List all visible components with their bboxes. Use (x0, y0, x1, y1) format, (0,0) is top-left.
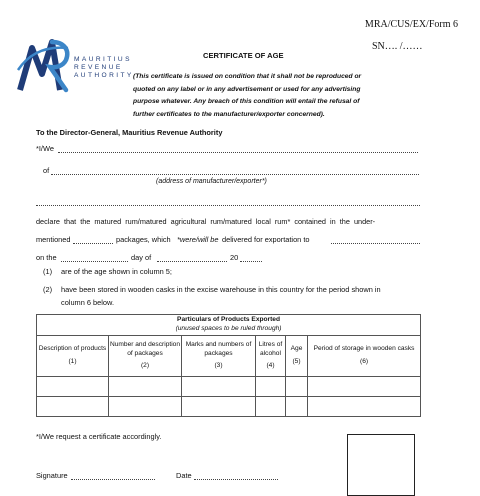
declare-text: declare that the matured rum/matured agricultural rum/matured local rum* contained in the under- (36, 217, 376, 226)
table-cell[interactable] (109, 397, 182, 417)
logo-text-line1: MAURITIUS (74, 56, 132, 63)
table-cell[interactable] (308, 377, 421, 397)
address-field[interactable] (51, 174, 419, 175)
signature-label: Signature (36, 471, 68, 480)
condition-2-line-1: have been stored in wooden casks in the excise warehouse in this country for the period shown in (61, 285, 381, 294)
request-text: *I/We request a certificate accordingly. (36, 432, 162, 441)
mentioned-label: mentioned (36, 235, 71, 244)
table-row[interactable] (37, 377, 421, 397)
stamp-box (347, 434, 415, 496)
table-cell[interactable] (109, 377, 182, 397)
date-label: Date (176, 471, 192, 480)
delivered-text: delivered for exportation to (222, 235, 310, 244)
day-of-label: day of (131, 253, 152, 262)
table-cell[interactable] (256, 397, 286, 417)
mra-logo-icon (16, 34, 74, 94)
column-header: Marks and numbers of packages (3) (182, 336, 256, 377)
column-header: Period of storage in wooden casks (6) (308, 336, 421, 377)
day-field[interactable] (61, 261, 128, 262)
mra-logo (16, 34, 134, 94)
table-header-row (37, 336, 421, 377)
year-field[interactable] (240, 261, 262, 262)
form-code: MRA/CUS/EX/Form 6 (364, 19, 458, 30)
table-cell[interactable] (37, 397, 109, 417)
table-cell[interactable] (37, 377, 109, 397)
packages-count-field[interactable] (73, 243, 113, 244)
addressee: To the Director-General, Mauritius Revenue Authority (36, 128, 223, 137)
column-header: Description of products (1) (37, 336, 109, 377)
conditions-line-4: further certificates to the manufacturer/exporter concerned). (133, 110, 325, 118)
column-header: Litres of alcohol (4) (256, 336, 286, 377)
conditions-line-3: purpose whatever. Any breach of this condition will entail the refusal of (133, 98, 360, 106)
conditions-line-2: quoted on any label or in any advertisement or used for any advertising (133, 85, 361, 93)
condition-2-number: (2) (43, 285, 53, 294)
column-header: Number and description of packages (2) (109, 336, 182, 377)
we-label: *I/We (36, 144, 54, 153)
table-cell[interactable] (256, 377, 286, 397)
table-cell[interactable] (286, 397, 308, 417)
destination-field[interactable] (331, 243, 420, 244)
year-prefix: 20 (230, 253, 239, 262)
table-title-cell (37, 315, 421, 336)
of-label: of (43, 166, 50, 175)
logo-text-line2: REVENUE (74, 64, 123, 71)
certificate-title: CERTIFICATE OF AGE (203, 51, 284, 60)
table-cell[interactable] (308, 397, 421, 417)
column-header: Age (5) (286, 336, 308, 377)
table-cell[interactable] (286, 377, 308, 397)
condition-1-text: are of the age shown in column 5; (61, 267, 172, 276)
table-title: Particulars of Products Exported (177, 316, 281, 324)
were-will-be-text: *were/will be (177, 235, 219, 244)
table-cell[interactable] (182, 377, 256, 397)
address-field-continued[interactable] (36, 205, 420, 206)
packages-text: packages, which (116, 235, 171, 244)
conditions-text (133, 71, 419, 121)
table-subtitle: (unused spaces to be ruled through) (175, 325, 282, 332)
table-row[interactable] (37, 397, 421, 417)
name-field[interactable] (58, 152, 418, 153)
address-caption: (address of manufacturer/exporter*) (156, 178, 267, 185)
table-cell[interactable] (182, 397, 256, 417)
month-field[interactable] (157, 261, 227, 262)
condition-1-number: (1) (43, 267, 53, 276)
condition-2-line-2: column 6 below. (61, 298, 114, 307)
logo-text-line3: AUTHORITY (74, 72, 134, 79)
conditions-line-1: (This certificate is issued on condition that it shall not be reproduced or (133, 73, 362, 80)
table-title-row (37, 315, 421, 336)
on-the-label: on the (36, 253, 57, 262)
products-table (36, 314, 421, 417)
serial-number: SN…. /…… (372, 41, 423, 52)
